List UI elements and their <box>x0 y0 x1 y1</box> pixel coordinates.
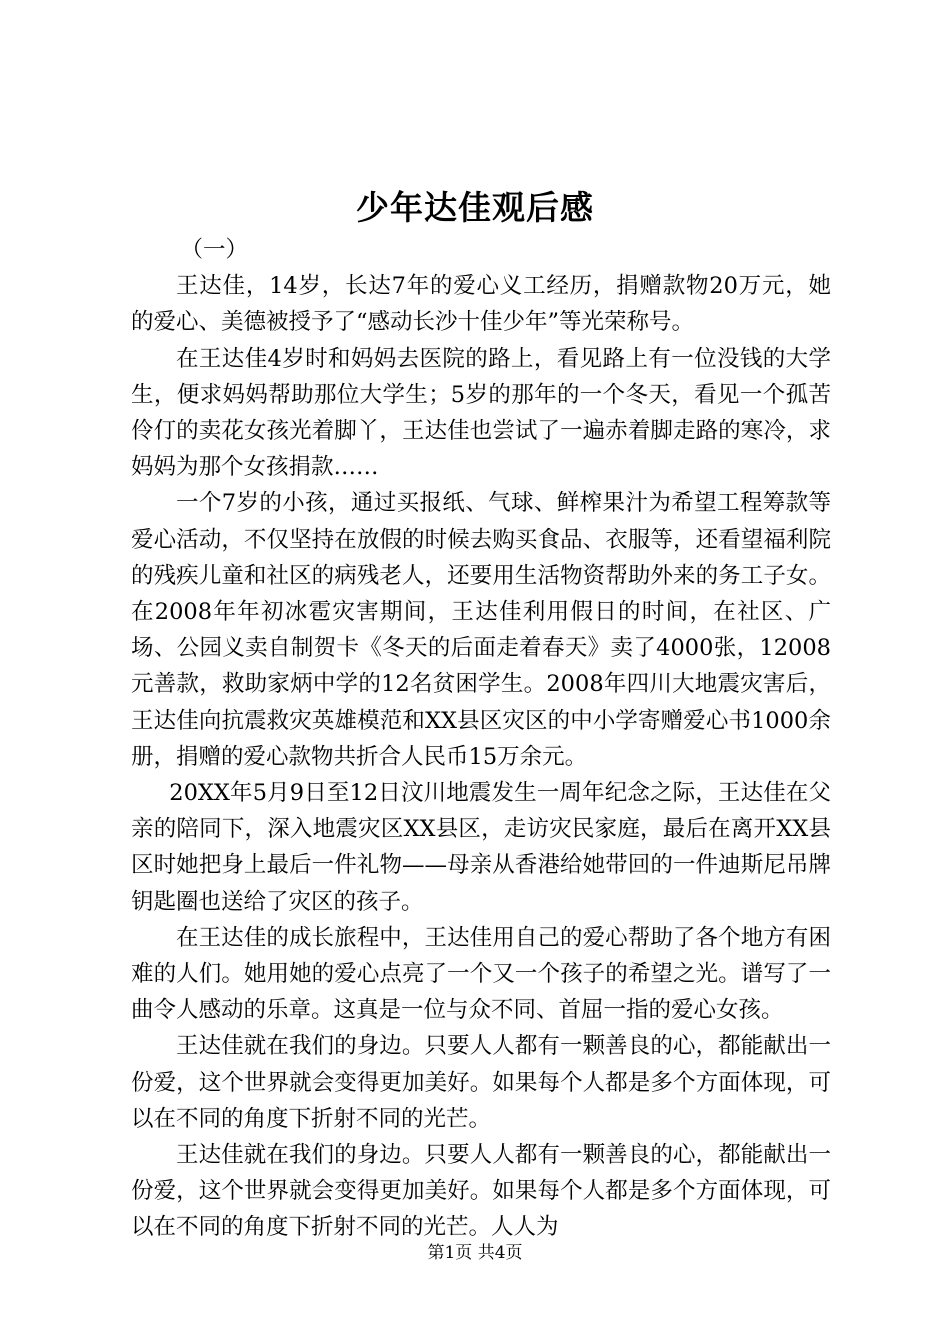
paragraph: 在王达佳的成长旅程中，王达佳用自己的爱心帮助了各个地方有困难的人们。她用她的爱心点亮了一个又一个孩子的希望之光。谱写了一曲令人感动的乐章。这真是一位与众不同、首屈一指的爱心女孩。 <box>131 924 831 1024</box>
document-body <box>131 232 831 1246</box>
paragraph: 王达佳就在我们的身边。只要人人都有一颗善良的心，都能献出一份爱，这个世界就会变得更加美好。如果每个人都是多个方面体现，可以在不同的角度下折射不同的光芒。人人为 <box>131 1142 831 1241</box>
paragraph: 20XX年5月9日至12日汶川地震发生一周年纪念之际，王达佳在父亲的陪同下，深入地震灾区XX县区，走访灾民家庭，最后在离开XX县区时她把身上最后一件礼物——母亲从香港给她带回的一件迪斯尼吊牌钥匙圈也送给了灾区的孩子。 <box>131 780 831 915</box>
paragraph: 一个7岁的小孩，通过买报纸、气球、鲜榨果汁为希望工程筹款等爱心活动，不仅坚持在放假的时候去购买食品、衣服等，还看望福利院的残疾儿童和社区的病残老人，还要用生活物资帮助外来的务工子女。在2008年年初冰雹灾害期间，王达佳利用假日的时间，在社区、广场、公园义卖自制贺卡《冬天的后面走着春天》卖了4000张，12008元善款，救助家炳中学的12名贫困学生。2008年四川大地震灾害后，王达佳向抗震救灾英雄模范和XX县区灾区的中小学寄赠爱心书1000余册，捐赠的爱心款物共折合人民币15万余元。 <box>131 490 831 770</box>
paragraph: 在王达佳4岁时和妈妈去医院的路上，看见路上有一位没钱的大学生，便求妈妈帮助那位大学生；5岁的那年的一个冬天，看见一个孤苦伶仃的卖花女孩光着脚丫，王达佳也尝试了一遍赤着脚走路的寒冷，求妈妈为那个女孩捐款…… <box>131 345 831 481</box>
page-title: 少年达佳观后感 <box>356 188 594 227</box>
section-marker: （一） <box>180 237 249 263</box>
paragraph: 王达佳就在我们的身边。只要人人都有一颗善良的心，都能献出一份爱，这个世界就会变得更加美好。如果每个人都是多个方面体现，可以在不同的角度下折射不同的光芒。 <box>131 1033 831 1132</box>
page-number-footer: 第1页 共4页 <box>427 1243 523 1263</box>
paragraph: 王达佳，14岁，长达7年的爱心义工经历，捐赠款物20万元，她的爱心、美德被授予了“感动长沙十佳少年”等光荣称号。 <box>131 273 831 336</box>
